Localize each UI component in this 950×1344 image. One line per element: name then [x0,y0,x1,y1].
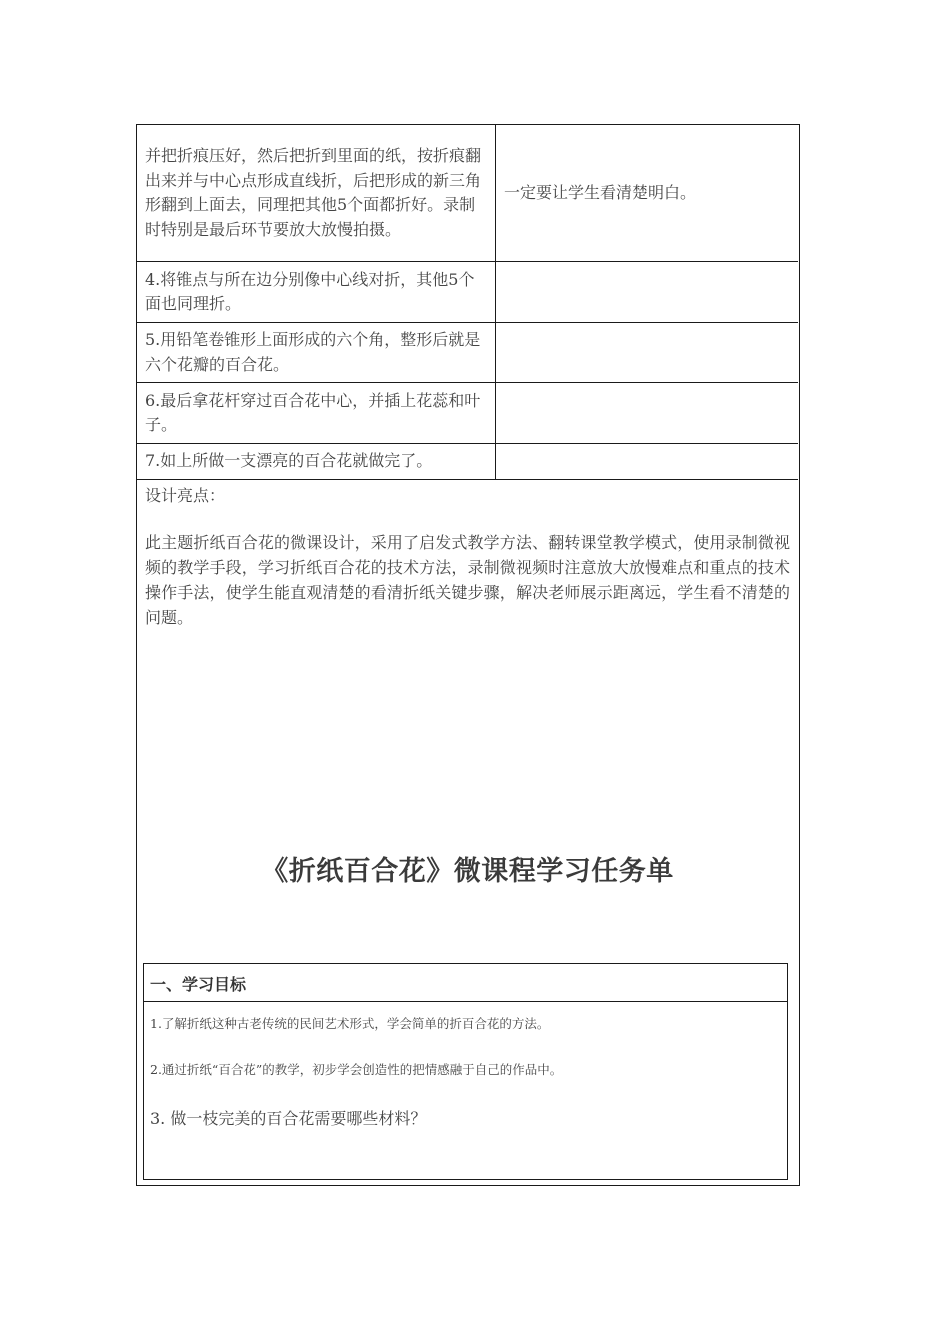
step-cell: 6.最后拿花杆穿过百合花中心，并插上花蕊和叶子。 [137,382,496,443]
objective-item-1: 1.了解折纸这种古老传统的民间艺术形式，学会简单的折百合花的方法。 [150,1016,550,1031]
task-sheet-title: 《折纸百合花》微课程学习任务单 [261,856,674,887]
table-row [137,261,798,322]
objectives-heading: 一、学习目标 [144,964,787,1002]
remark-cell: 一定要让学生看清楚明白。 [496,125,799,261]
objective-item-2: 2.通过折纸“百合花”的教学，初步学会创造性的把情感融于自己的作品中。 [150,1062,563,1077]
document-frame [136,124,800,1186]
steps-table [137,125,798,480]
table-row [137,125,798,261]
table-row [137,322,798,382]
objective-item-3: 3. 做一枝完美的百合花需要哪些材料？ [150,1109,427,1128]
design-highlight-title: 设计亮点： [145,486,226,505]
step-cell: 7.如上所做一支漂亮的百合花就做完了。 [137,443,496,479]
learning-objectives-box [143,963,788,1180]
table-row [137,443,798,479]
step-cell: 5.用铅笔卷锥形上面形成的六个角，整形后就是六个花瓣的百合花。 [137,322,496,382]
design-highlight-section [145,483,790,630]
remark-cell [496,382,799,443]
remark-cell [496,443,799,479]
remark-cell [496,322,799,382]
step-cell: 4.将锥点与所在边分别像中心线对折，其他5个面也同理折。 [137,261,496,322]
design-highlight-body: 此主题折纸百合花的微课设计，采用了启发式教学方法、翻转课堂教学模式，使用录制微视频的教学手段，学习折纸百合花的技术方法，录制微视频时注意放大放慢难点和重点的技术操作手法，使学生能直观清楚的看清折纸关键步骤，解决老师展示距离远，学生看不清楚的问题。 [145,533,790,627]
remark-cell [496,261,799,322]
table-row [137,382,798,443]
step-cell: 并把折痕压好，然后把折到里面的纸，按折痕翻出来并与中心点形成直线折，后把形成的新三角形翻到上面去，同理把其他5个面都折好。录制时特别是最后环节要放大放慢拍摄。 [137,125,496,261]
